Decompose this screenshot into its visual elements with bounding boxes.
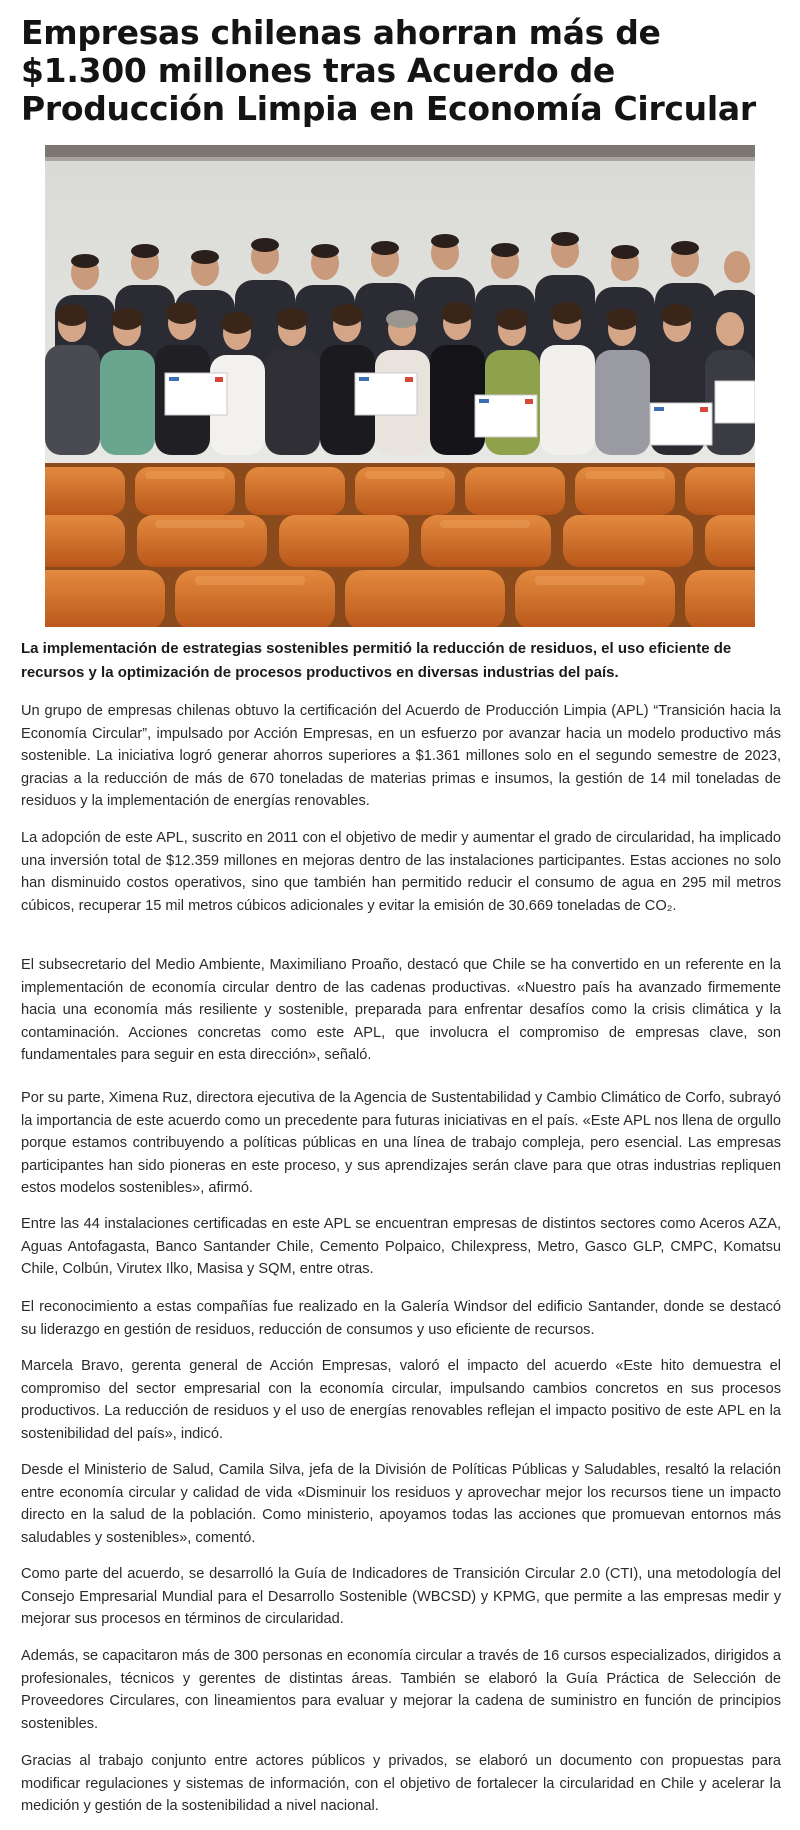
auditorium-chairs <box>45 463 755 627</box>
paragraph-10: Además, se capacitaron más de 300 personas en economía circular a través de 16 cursos especializados, dirigidos a profesionales, técnicos y gerentes de distintas áreas. También se elaboró la Guía Práctica de Selección de Proveedores Circulares, con lineamientos para evaluar y mejorar la cadena de suministro en función de principios sostenibles. <box>21 1648 781 1732</box>
paragraph-4: Por su parte, Ximena Ruz, directora ejecutiva de la Agencia de Sustentabilidad y Cambio Climático de Corfo, subrayó la importancia de este acuerdo como un precedente para futuras iniciativas en el país. «Este APL nos llena de orgullo porque estamos contribuyendo a políticas públicas en una línea de trabajo compleja, pero esencial. Las empresas participantes han sido pioneras en este proceso, y sus aprendizajes serán clave para que otras industrias repliquen estos modelos sostenibles», afirmó. <box>21 1090 781 1197</box>
paragraph-11: Gracias al trabajo conjunto entre actores públicos y privados, se elaboró un documento con propuestas para modificar regulaciones y sistemas de información, con el objetivo de fortalecer la circularidad en Chile y acelerar la medición y gestión de la sostenibilidad a nivel nacional. <box>21 1753 781 1815</box>
paragraph-5: Entre las 44 instalaciones certificadas en este APL se encuentran empresas de distintos sectores como Aceros AZA, Aguas Antofagasta, Banco Santander Chile, Cemento Polpaico, Chilexpress, Metro, Gasco GLP, CMPC, Komatsu Chile, Colbún, Virutex Ilko, Masisa y SQM, entre otras. <box>21 1216 781 1278</box>
paragraph-1: Un grupo de empresas chilenas obtuvo la certificación del Acuerdo de Producción Limpia (APL) “Transición hacia la Economía Circular”, impulsado por Acción Empresas, en un esfuerzo por avanzar hacia un modelo productivo más sostenible. La iniciativa logró generar ahorros superiores a $1.361 millones solo en el segundo semestre de 2023, gracias a la reducción de más de 670 toneladas de materias primas e insumos, la gestión de 14 mil toneladas de residuos y la implementación de energías renovables. <box>21 703 781 810</box>
paragraph-3: El subsecretario del Medio Ambiente, Maximiliano Proaño, destacó que Chile se ha convertido en un referente en la implementación de economía circular dentro de las cadenas productivas. «Nuestro país ha avanzado firmemente hacia una economía más resiliente y sostenible, preparada para enfrentar desafíos como la crisis climática y la contaminación. Acciones concretas como este APL, que involucra el compromiso de empresas clave, son fundamentales para seguir en esta dirección», señaló. <box>21 957 781 1064</box>
paragraph-9: Como parte del acuerdo, se desarrolló la Guía de Indicadores de Transición Circular 2.0 (CTI), una metodología del Consejo Empresarial Mundial para el Desarrollo Sostenible (WBCSD) y KPMG, que permite a las empresas medir y mejorar sus procesos en términos de circularidad. <box>21 1566 781 1628</box>
article-lead: La implementación de estrategias sostenibles permitió la reducción de residuos, el uso eficiente de recursos y la optimización de procesos productivos en diversas industrias del país. <box>21 640 732 681</box>
paragraph-7: Marcela Bravo, gerenta general de Acción Empresas, valoró el impacto del acuerdo «Este hito demuestra el compromiso del sector empresarial con la economía circular, impulsando cambios concretos en sus procesos productivos. La reducción de residuos y el uso de energías renovables reflejan el impacto positivo de este APL en la sostenibilidad del país», indicó. <box>21 1358 781 1442</box>
group-photo-image <box>45 145 755 627</box>
paragraph-2: La adopción de este APL, suscrito en 2011 con el objetivo de medir y aumentar el grado de circularidad, ha implicado una inversión total de $12.359 millones en mejoras dentro de las instalaciones participantes. Estas acciones no solo han disminuido costos operativos, sino que también han permitido reducir el consumo de agua en 295 mil metros cúbicos, recuperar 15 mil metros cúbicos adicionales y evitar la emisión de 30.669 toneladas de CO₂. <box>21 830 781 914</box>
paragraph-6: El reconocimiento a estas compañías fue realizado en la Galería Windsor del edificio Santander, donde se destacó su liderazgo en gestión de residuos, reducción de consumos y uso eficiente de recursos. <box>21 1299 781 1338</box>
paragraph-8: Desde el Ministerio de Salud, Camila Silva, jefa de la División de Políticas Públicas y Saludables, resaltó la relación entre economía circular y calidad de vida «Disminuir los residuos y aprovechar mejor los recursos tiene un impacto directo en la salud de la población. Como ministerio, apoyamos todas las acciones que promuevan entornos más saludables y sostenibles», comentó. <box>21 1462 781 1546</box>
article-photo <box>45 145 755 627</box>
article-headline: Empresas chilenas ahorran más de $1.300 millones tras Acuerdo de Producción Limpia en Economía Circular <box>21 13 756 128</box>
